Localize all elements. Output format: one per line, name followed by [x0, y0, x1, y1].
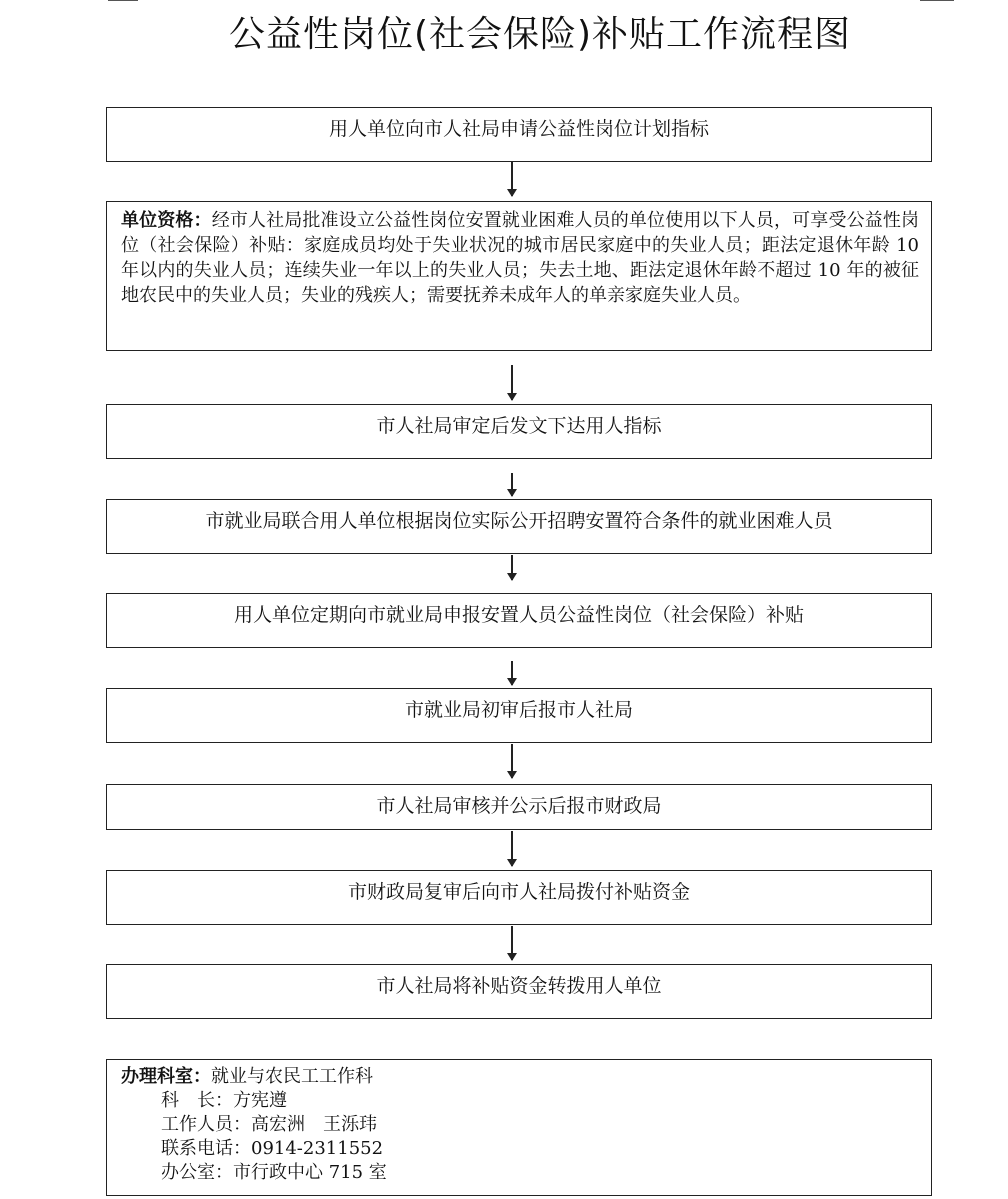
flow-step-audit-publicize [106, 784, 932, 830]
page-edge-mark-left [108, 0, 138, 1]
flow-step-fund-allocation [106, 870, 932, 925]
flow-step-text: 市人社局审定后发文下达用人指标 [376, 415, 662, 437]
flow-step-transfer-funds [106, 964, 932, 1019]
flow-step-issue-quota [106, 404, 932, 459]
flow-arrow [511, 555, 513, 580]
flow-arrow [511, 744, 513, 778]
office-department-row [121, 1065, 919, 1089]
flow-step-initial-review [106, 688, 932, 743]
flow-step-declare-subsidy [106, 593, 932, 648]
office-department-name: 就业与农民工工作科 [211, 1066, 373, 1087]
flow-arrow [511, 926, 513, 960]
page-edge-mark-right [920, 0, 954, 1]
flow-step-recruit [106, 499, 932, 554]
flow-step-text: 市人社局审核并公示后报市财政局 [376, 795, 662, 817]
flow-step-text: 用人单位向市人社局申请公益性岗位计划指标 [328, 118, 709, 140]
flow-arrow [511, 831, 513, 866]
flow-arrow [511, 473, 513, 496]
eligibility-label: 单位资格： [121, 210, 212, 231]
eligibility-text: 经市人社局批准设立公益性岗位安置就业困难人员的单位使用以下人员，可享受公益性岗位（社会保险）补贴：家庭成员均处于失业状况的城市居民家庭中的失业人员；距法定退休年龄 10 年以内的失业人员；连续失业一年以上的失业人员；失去土地、距法定退休年龄不超过 10 年的被征地农民中的失业人员；失业的残疾人；需要抚养未成年人的单亲家庭失业人员。 [121, 210, 920, 306]
flow-step-apply-quota [106, 107, 932, 162]
office-phone: 联系电话：0914-2311552 [161, 1138, 384, 1159]
office-room: 办公室：市行政中心 715 室 [161, 1162, 387, 1183]
office-label: 办理科室： [121, 1066, 211, 1087]
flow-step-text: 用人单位定期向市就业局申报安置人员公益性岗位（社会保险）补贴 [233, 604, 804, 626]
office-info-box [106, 1059, 932, 1196]
flow-arrow [511, 661, 513, 685]
office-chief: 科 长：方宪遵 [161, 1090, 287, 1111]
eligibility-box [106, 201, 932, 351]
flow-step-text: 市人社局将补贴资金转拨用人单位 [376, 975, 662, 997]
flow-step-text: 市就业局初审后报市人社局 [404, 699, 633, 721]
flow-step-text: 市就业局联合用人单位根据岗位实际公开招聘安置符合条件的就业困难人员 [205, 510, 833, 532]
flow-arrow [511, 162, 513, 196]
flow-step-text: 市财政局复审后向市人社局拨付补贴资金 [347, 881, 690, 903]
flow-arrow [511, 365, 513, 400]
flowchart-title: 公益性岗位(社会保险)补贴工作流程图 [228, 14, 852, 55]
office-staff: 工作人员：高宏洲 王泺玮 [161, 1114, 377, 1135]
